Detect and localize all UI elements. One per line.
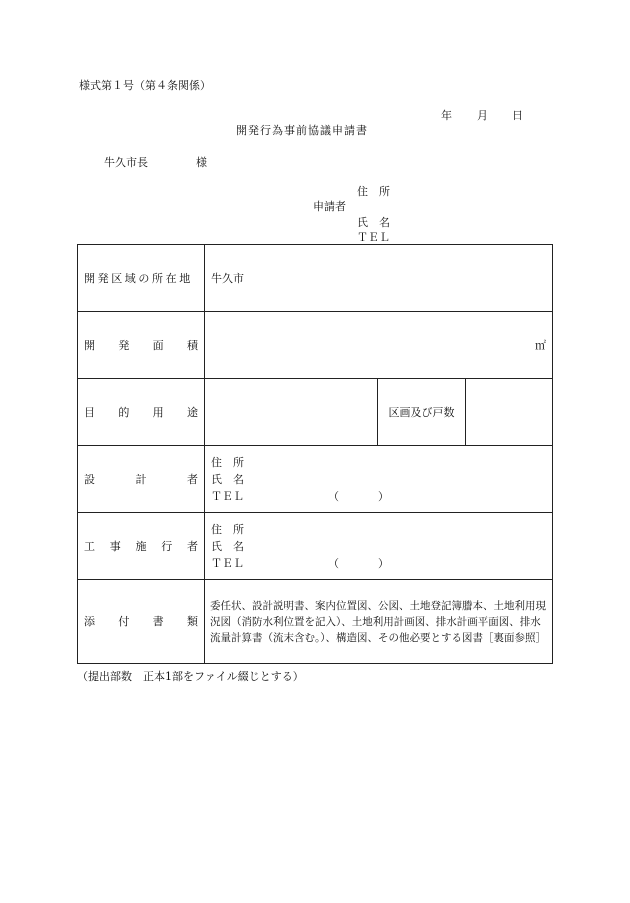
applicant-address-label: 住 所	[357, 185, 390, 198]
date-day: 日	[512, 109, 523, 122]
applicant-tel-label: ＴＥＬ	[357, 231, 390, 244]
page-title: 開発行為事前協議申請書	[236, 124, 368, 137]
contractor-tel-label: ＴＥＬ	[211, 556, 244, 570]
designer-label: 設 計 者	[84, 472, 198, 486]
designer-info-cell	[205, 446, 553, 513]
applicant-name-label: 氏 名	[357, 216, 390, 229]
area-unit: ㎡	[535, 338, 547, 352]
footer-note: （提出部数 正本1部をファイル綴じとする）	[77, 670, 304, 683]
designer-tel-paren-close: ）	[378, 489, 389, 503]
table-row	[78, 580, 553, 664]
table-row	[78, 312, 553, 379]
table-row	[78, 245, 553, 312]
lots-value-cell	[466, 379, 553, 446]
designer-label-cell	[78, 446, 205, 513]
contractor-address-label: 住 所	[211, 522, 244, 536]
designer-tel-line	[211, 488, 546, 505]
table-row	[78, 513, 553, 580]
application-table	[77, 244, 553, 664]
designer-name-label: 氏 名	[211, 472, 244, 486]
designer-tel-label: ＴＥＬ	[211, 489, 244, 503]
form-number: 様式第１号（第４条関係）	[79, 79, 211, 92]
attachments-text-cell	[205, 580, 553, 664]
designer-tel-paren-open: （	[328, 489, 339, 503]
table-row	[78, 379, 553, 446]
location-label: 開発区域の所在地	[84, 271, 193, 285]
designer-address-label: 住 所	[211, 455, 244, 469]
purpose-value-cell	[205, 379, 378, 446]
lots-label-cell	[378, 379, 466, 446]
table-row	[78, 446, 553, 513]
attachments-text: 委任状、設計説明書、案内位置図、公図、土地登記簿謄本、土地利用現況図（消防水利位置を記入）、土地利用計画図、排水計画平面図、排水流量計算書（流末含む。）、構造図、その他必要とする図書［裏面参照］	[210, 599, 546, 644]
contractor-label: 工 事 施 行 者	[84, 539, 198, 553]
applicant-label: 申請者	[313, 200, 346, 213]
contractor-tel-paren-close: ）	[378, 556, 389, 570]
purpose-label: 目 的 用 途	[84, 405, 198, 419]
contractor-label-cell	[78, 513, 205, 580]
addressee: 牛久市長	[104, 156, 148, 169]
date-year: 年	[441, 109, 452, 122]
attachments-label: 添 付 書 類	[84, 615, 198, 628]
lots-label: 区画及び戸数	[388, 405, 455, 419]
contractor-tel-line	[211, 555, 546, 572]
area-label: 開 発 面 積	[84, 338, 198, 352]
location-label-cell	[78, 245, 205, 312]
attachments-label-cell	[78, 580, 205, 664]
contractor-tel-paren-open: （	[328, 556, 339, 570]
honorific: 様	[196, 156, 207, 169]
date-month: 月	[477, 109, 488, 122]
contractor-info-cell	[205, 513, 553, 580]
location-value-cell	[205, 245, 553, 312]
purpose-label-cell	[78, 379, 205, 446]
area-label-cell	[78, 312, 205, 379]
location-value: 牛久市	[211, 271, 244, 285]
contractor-name-label: 氏 名	[211, 539, 244, 553]
area-value-cell	[205, 312, 553, 379]
